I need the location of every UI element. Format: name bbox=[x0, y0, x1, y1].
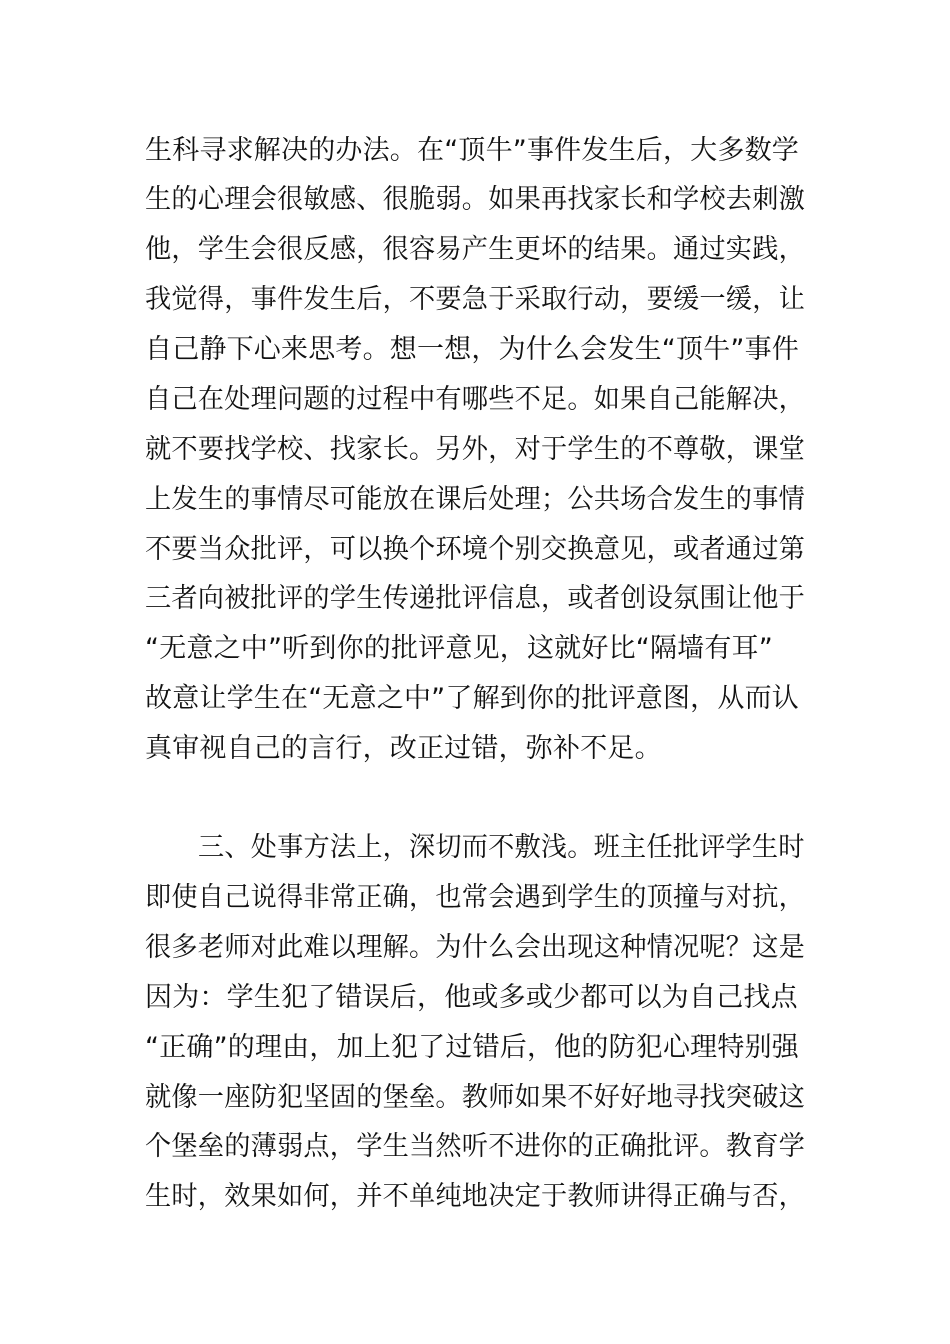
text-line: 上发生的事情尽可能放在课后处理；公共场合发生的事情 bbox=[145, 484, 805, 515]
text-line: 自己在处理问题的过程中有哪些不足。如果自己能解决， bbox=[145, 384, 805, 415]
text-line: “无意之中”听到你的批评意见，这就好比“隔墙有耳” bbox=[145, 633, 773, 664]
text-line: “正确”的理由，加上犯了过错后，他的防犯心理特别强 bbox=[145, 1032, 799, 1063]
text-line: 故意让学生在“无意之中”了解到你的批评意图，从而认 bbox=[145, 683, 799, 714]
text-line: 生的心理会很敏感、很脆弱。如果再找家长和学校去刺激 bbox=[145, 184, 805, 215]
text-line: 就像一座防犯坚固的堡垒。教师如果不好好地寻找突破这 bbox=[145, 1082, 805, 1113]
text-line: 很多老师对此难以理解。为什么会出现这种情况呢？这是 bbox=[145, 932, 805, 963]
text-line: 自己静下心来思考。想一想，为什么会发生“顶牛”事件 bbox=[145, 334, 799, 365]
text-line: 不要当众批评，可以换个环境个别交换意见，或者通过第 bbox=[145, 534, 805, 565]
text-line: 生科寻求解决的办法。在“顶牛”事件发生后，大多数学 bbox=[145, 135, 799, 166]
text-line: 真审视自己的言行，改正过错，弥补不足。 bbox=[145, 733, 662, 764]
text-line: 三者向被批评的学生传递批评信息，或者创设氛围让他于 bbox=[145, 583, 805, 614]
text-line: 他，学生会很反感，很容易产生更坏的结果。通过实践， bbox=[145, 234, 805, 265]
text-line: 我觉得，事件发生后，不要急于采取行动，要缓一缓，让 bbox=[145, 284, 805, 315]
text-line: 即使自己说得非常正确，也常会遇到学生的顶撞与对抗， bbox=[145, 882, 805, 913]
text-line: 个堡垒的薄弱点，学生当然听不进你的正确批评。教育学 bbox=[145, 1131, 805, 1162]
text-line: 因为：学生犯了错误后，他或多或少都可以为自己找点 bbox=[145, 982, 798, 1013]
text-line: 就不要找学校、找家长。另外，对于学生的不尊敬，课堂 bbox=[145, 434, 805, 465]
text-line: 三、处事方法上，深切而不敷浅。班主任批评学生时 bbox=[198, 832, 805, 863]
text-line: 生时，效果如何，并不单纯地决定于教师讲得正确与否， bbox=[145, 1181, 805, 1212]
